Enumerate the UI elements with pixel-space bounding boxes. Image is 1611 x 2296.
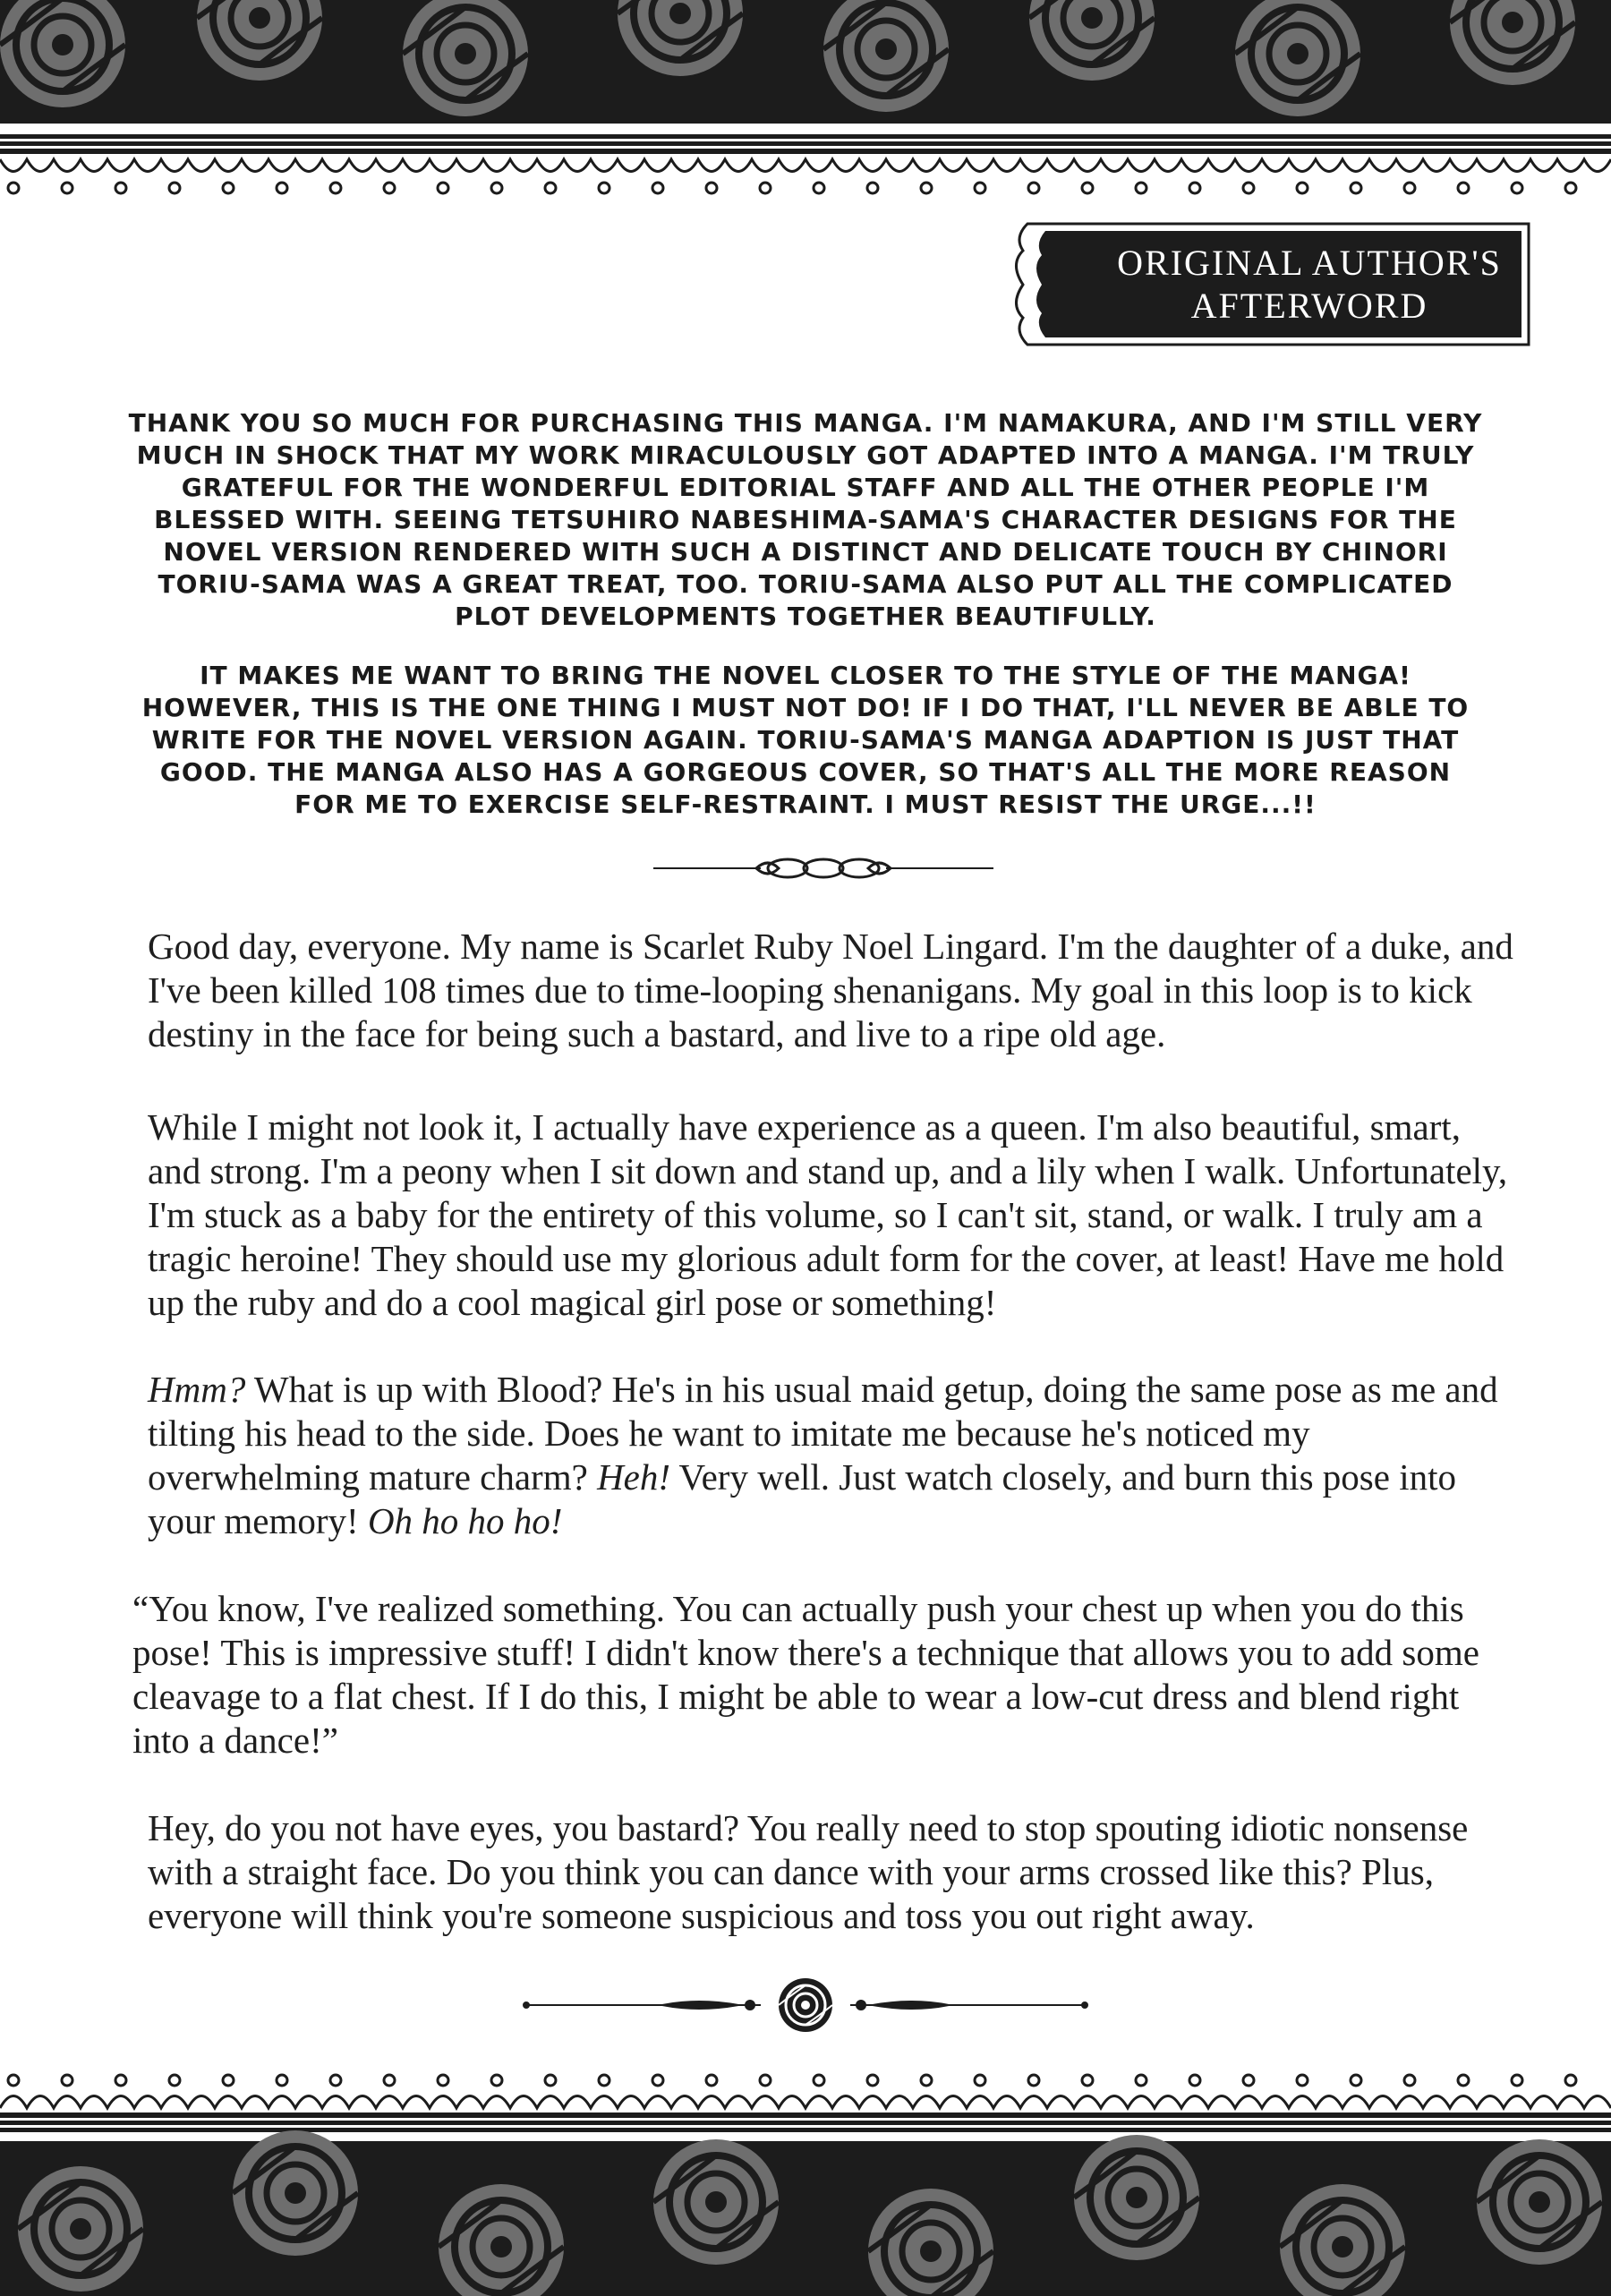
top-decorative-band [0,0,1611,215]
body-paragraph-4: “You know, I've realized something. You can actually push your chest up when you do this pose! This is impressive stuff! I didn't know there's a technique that allows you to add some cleavage to a flat chest. If I do this, I might be able to wear a low-cut dress and blend right into a dance!” [132,1588,1479,1761]
title-line-2: AFTERWORD [1190,286,1428,326]
body-paragraph-2: While I might not look it, I actually have experience as a queen. I'm also beautiful, smart, and strong. I'm a peony when I sit down and stand up, and a lily when I walk. Unfortunately, I'm stuck as a baby for the entirety of this volume, so I can't sit, stand, or walk. I truly am a tragic heroine! They should use my glorious adult form for the cover, at least! Have me hold up the ruby and do a cool magical girl pose or something! [148,1106,1508,1323]
rose-ornament-icon [519,1969,1092,2045]
intro-paragraph-2: IT MAKES ME WANT TO BRING THE NOVEL CLOSER TO THE STYLE OF THE MANGA! HOWEVER, THIS IS THE ONE THING I MUST NOT DO! IF I DO THAT, I'LL NEVER BE ABLE TO WRITE FOR THE NOVEL VERSION AGAIN. TORIU-SAMA'S MANGA ADAPTION IS JUST THAT GOOD. THE MANGA ALSO HAS A GORGEOUS COVER, SO THAT'S ALL THE MORE REASON FOR ME TO EXERCISE SELF-RESTRAINT. I MUST RESIST THE URGE...!! [141,661,1470,819]
italic-heh: Heh! [597,1456,671,1498]
rose-pattern-band [0,0,1611,215]
scroll-flourish-icon [653,850,993,891]
intro-paragraph-1: THANK YOU SO MUCH FOR PURCHASING THIS MANGA. I'M NAMAKURA, AND I'M STILL VERY MUCH IN SHOCK THAT MY WORK MIRACULOUSLY GOT ADAPTED INTO A MANGA. I'M TRULY GRATEFUL FOR THE WONDERFUL EDITORIAL STAFF AND ALL THE OTHER PEOPLE I'M BLESSED WITH. SEEING TETSUHIRO NABESHIMA-SAMA'S CHARACTER DESIGNS FOR THE NOVEL VERSION RENDERED WITH SUCH A DISTINCT AND DELICATE TOUCH BY CHINORI TORIU-SAMA WAS A GREAT TREAT, TOO. TORIU-SAMA ALSO PUT ALL THE COMPLICATED PLOT DEVELOPMENTS TOGETHER BEAUTIFULLY. [128,408,1483,631]
page-title [1099,242,1520,328]
italic-oh-ho: Oh ho ho ho! [367,1500,563,1541]
p3-text-b: Very well. Just watch closely, and burn this pose into your memory! [148,1456,1456,1541]
italic-hmm: Hmm? [148,1369,246,1410]
p3-text-a: What is up with Blood? He's in his usual maid getup, doing the same pose as me and tilting his head to the side. Does he want to imitate me because he's noticed my overwhelming mature charm? [148,1369,1498,1498]
bottom-decorative-band [0,2068,1611,2296]
afterword-title-plate [992,215,1547,354]
body-paragraph-1: Good day, everyone. My name is Scarlet Ruby Noel Lingard. I'm the daughter of a duke, and I've been killed 108 times due to time-looping shenanigans. My goal in this loop is to kick destiny in the face for being such a bastard, and live to a ripe old age. [148,926,1513,1054]
rose-pattern-band-bottom [0,2068,1611,2296]
body-paragraph-3 [148,1368,1517,1543]
body-paragraph-5: Hey, do you not have eyes, you bastard? You really need to stop spouting idiotic nonsense with a straight face. Do you think you can dance with your arms crossed like this? Plus, everyone will think you're someone suspicious and toss you out right away. [148,1807,1469,1936]
title-line-1: ORIGINAL AUTHOR'S [1117,243,1502,283]
